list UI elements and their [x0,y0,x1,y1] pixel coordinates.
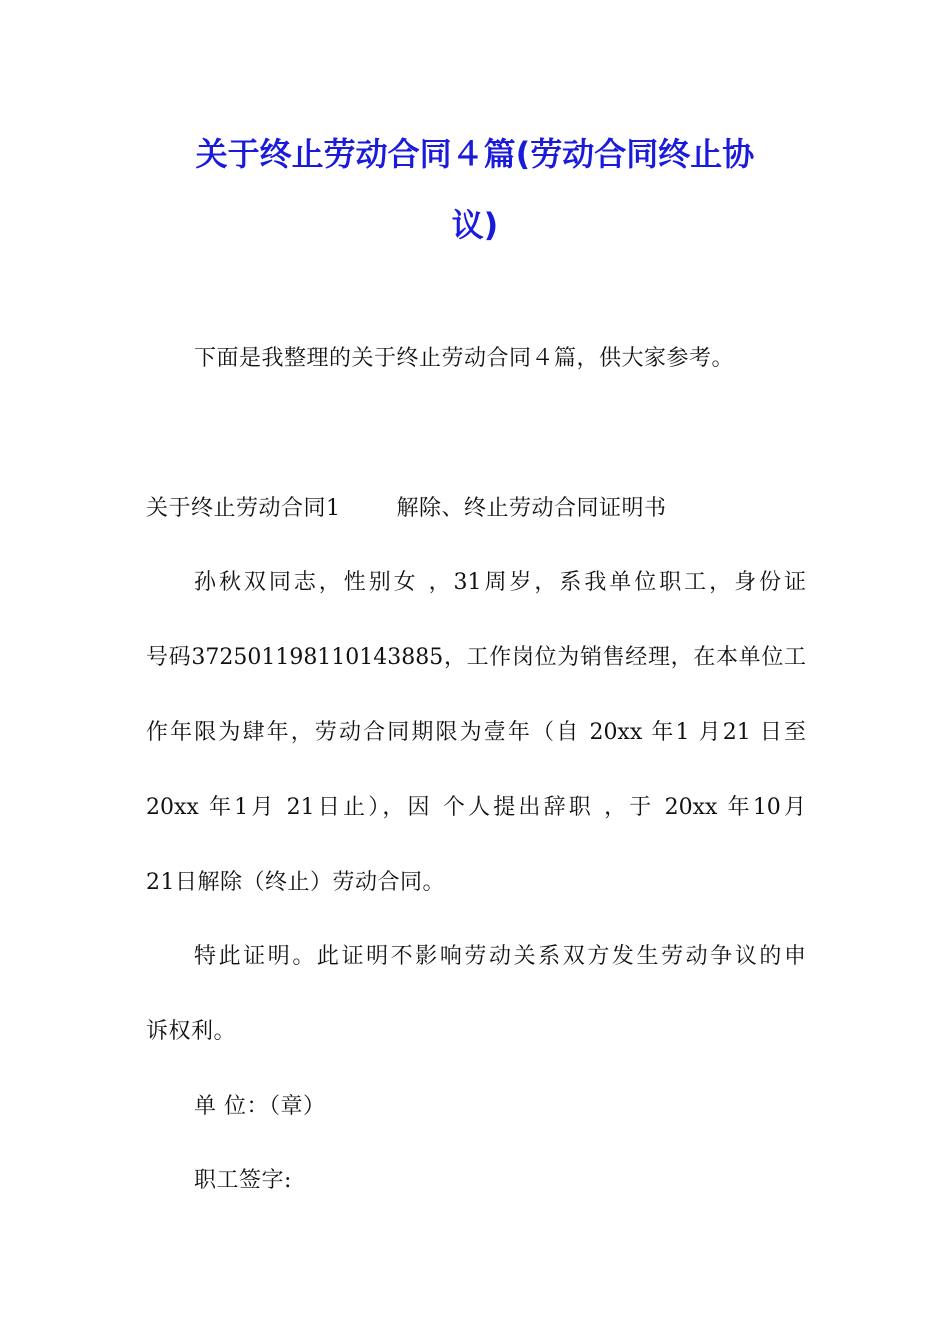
unit-seal-line: 单 位：（章） [194,1094,326,1119]
body-paragraph-2-line-1: 特此证明。此证明不影响劳动关系双方发生劳动争议的申 [194,944,806,969]
document-title-line-1: 关于终止劳动合同４篇(劳动合同终止协 [195,135,755,173]
employee-signature-line: 职工签字: [194,1168,292,1193]
body-paragraph-1-line-2: 号码372501198110143885，工作岗位为销售经理，在本单位工 [146,645,806,670]
body-paragraph-1-line-1: 孙秋双同志，性别女 ，31周岁，系我单位职工，身份证 [194,570,806,595]
body-paragraph-1-line-5: 21日解除（终止）劳动合同。 [146,870,445,895]
section-heading [146,494,667,524]
body-paragraph-1-line-3: 作年限为肆年，劳动合同期限为壹年（自 20xx 年1 月21 日至 [146,720,806,745]
section-heading-number: 关于终止劳动合同1 [146,496,341,521]
body-paragraph-1-line-4: 20xx 年1月 21日止），因 个人提出辞职 ，于 20xx 年10月 [146,795,806,820]
section-heading-subtitle: 解除、终止劳动合同证明书 [396,496,667,521]
intro-paragraph: 下面是我整理的关于终止劳动合同４篇，供大家参考。 [194,346,735,371]
document-title-line-2: 议) [451,206,499,244]
body-paragraph-2-line-2: 诉权利。 [146,1019,237,1044]
